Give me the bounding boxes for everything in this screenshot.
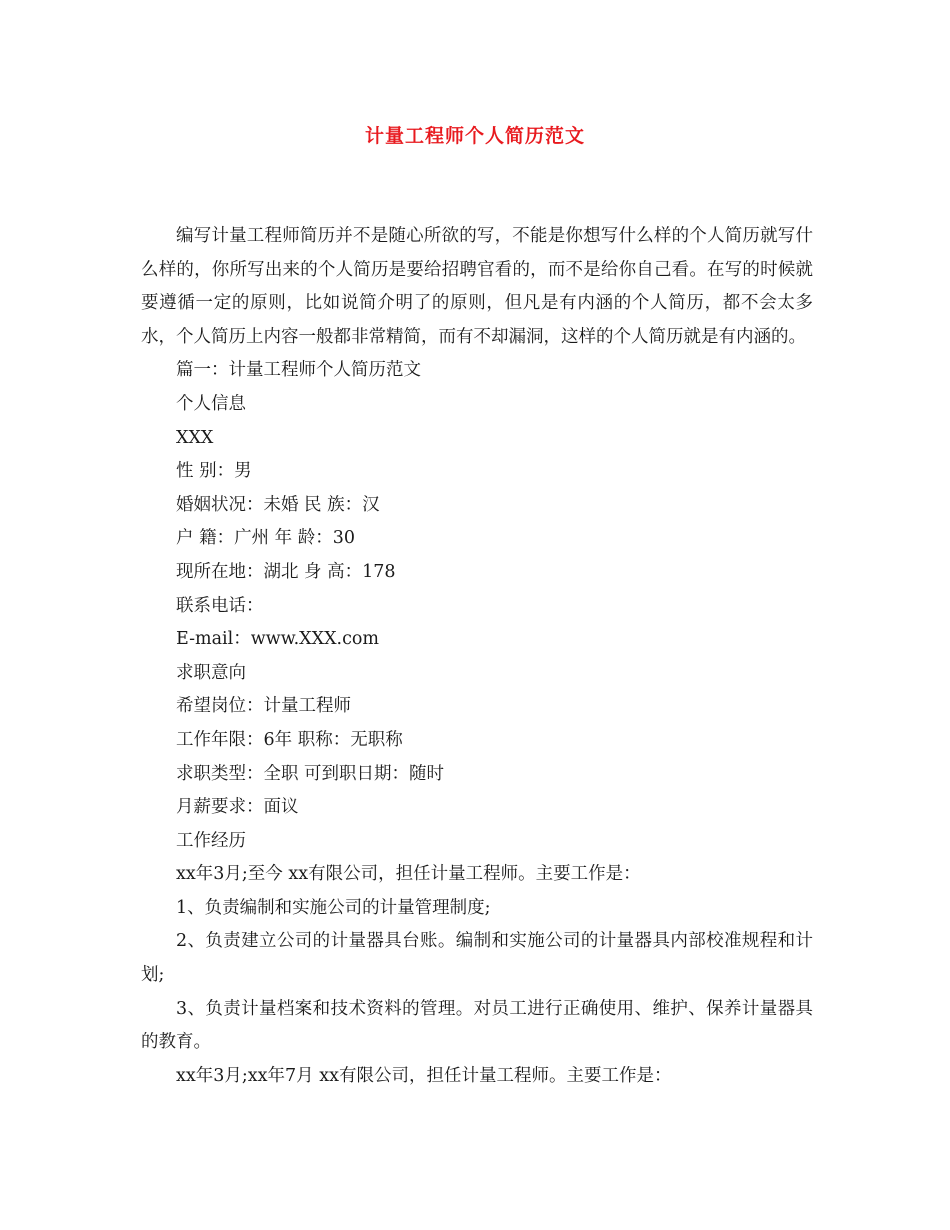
- work-duty-item: 3、负责计量档案和技术资料的管理。对员工进行正确使用、维护、保养计量器具的教育。: [141, 998, 813, 1053]
- info-line: E-mail：www.XXX.com: [176, 629, 380, 650]
- section-heading: 篇一：计量工程师个人简历范文: [176, 360, 421, 381]
- info-line: 希望岗位：计量工程师: [176, 696, 351, 717]
- info-line: 工作年限：6年 职称：无职称: [176, 729, 403, 750]
- section-label: 个人信息: [176, 393, 246, 414]
- section-label: 工作经历: [176, 830, 246, 851]
- info-line: 联系电话：: [176, 595, 264, 616]
- intro-paragraph: 编写计量工程师简历并不是随心所欲的写，不能是你想写什么样的个人简历就写什么样的，你所写出来的个人简历是要给招聘官看的，而不是给你自己看。在写的时候就要遵循一定的原则，比如说简介明了的原则，但凡是有内涵的个人简历，都不会太多水，个人简历上内容一般都非常精简，而有不却漏洞，这样的个人简历就是有内涵的。: [141, 226, 813, 347]
- info-line: 求职类型：全职 可到职日期：随时: [176, 763, 445, 784]
- document-title: 计量工程师个人简历范文: [364, 125, 585, 147]
- info-line: 月薪要求：面议: [176, 797, 299, 818]
- info-line: 户 籍：广州 年 龄：30: [176, 528, 355, 549]
- work-entry: xx年3月;至今 xx有限公司，担任计量工程师。主要工作是：: [176, 864, 641, 885]
- work-duty-item: 1、负责编制和实施公司的计量管理制度;: [176, 897, 491, 918]
- info-line: XXX: [176, 427, 214, 448]
- work-duty-item: 2、负责建立公司的计量器具台账。编制和实施公司的计量器具内部校准规程和计划;: [141, 931, 813, 986]
- info-line: 现所在地：湖北 身 高：178: [176, 561, 396, 582]
- info-line: 婚姻状况：未婚 民 族：汉: [176, 494, 380, 515]
- section-label: 求职意向: [176, 662, 246, 683]
- work-entry: xx年3月;xx年7月 xx有限公司，担任计量工程师。主要工作是：: [176, 1065, 672, 1086]
- info-line: 性 别：男: [176, 461, 252, 482]
- document-body: [141, 220, 813, 1093]
